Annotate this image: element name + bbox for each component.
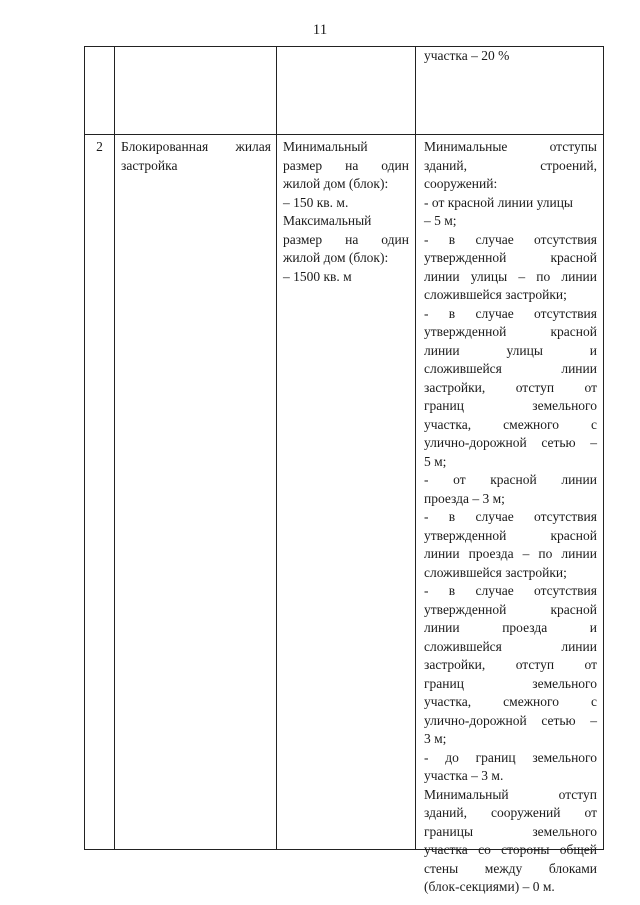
text-line: сооружений: — [424, 176, 498, 191]
row-type-cell — [121, 138, 271, 175]
text-line: утвержденной красной — [424, 601, 597, 617]
text-line: Максимальный — [283, 213, 372, 228]
text-line: Минимальный — [283, 139, 368, 154]
text-line: проезда – 3 м; — [424, 490, 505, 506]
text-line: линии улицы и — [424, 342, 597, 358]
row-size-cell — [283, 138, 409, 286]
page-number: 11 — [312, 22, 328, 38]
text-line: Минимальные отступы — [424, 139, 597, 154]
text-line: застройки, отступ от — [424, 379, 597, 395]
row-divider — [84, 134, 603, 135]
text-line: утвержденной красной — [424, 324, 597, 339]
text-line: - в случае отсутствия — [424, 509, 597, 524]
text-line: жилой дом (блок): — [283, 250, 389, 265]
text-line: – 1500 кв. м — [283, 268, 352, 284]
text-line: линии проезда – по линии — [424, 546, 597, 561]
text-line: сложившейся застройки; — [424, 287, 567, 302]
text-line: (блок-секциями) – 0 м. — [424, 879, 555, 894]
row-offsets-cell — [424, 138, 597, 897]
row-number-text: 2 — [96, 139, 103, 154]
text-line: жилой дом (блок): — [283, 176, 389, 191]
text-line: участка, смежного с — [424, 694, 597, 709]
column-divider-1 — [114, 46, 115, 850]
table-left-border — [84, 46, 85, 850]
text-line: стены между блоками — [424, 860, 597, 876]
text-line: линии улицы – по линии — [424, 268, 597, 284]
text-line: - от красной линии улицы — [424, 194, 574, 210]
text-line: участка – 3 м. — [424, 768, 504, 783]
text-line: линии проезда и — [424, 620, 597, 635]
text-line: – 5 м; — [424, 213, 457, 228]
text-line: размер на один — [283, 231, 409, 247]
text-line: улично-дорожной сетью – — [424, 712, 597, 728]
text-line: границ земельного — [424, 675, 597, 691]
text-line: сложившейся линии — [424, 361, 597, 376]
text-line: - в случае отсутствия — [424, 305, 597, 321]
text-line: границы земельного — [424, 823, 597, 839]
text-line: границ земельного — [424, 398, 597, 413]
text-line: сложившейся линии — [424, 638, 597, 654]
table-right-border — [603, 46, 604, 850]
text-line: участка – 20 % — [424, 48, 510, 63]
row-number — [85, 138, 114, 157]
text-line: Блокированная жилая — [121, 139, 271, 154]
text-line: 3 м; — [424, 731, 447, 746]
text-line: улично-дорожной сетью – — [424, 435, 597, 450]
text-line: 5 м; — [424, 453, 447, 469]
column-divider-3 — [415, 46, 416, 850]
continued-row-col4 — [424, 47, 597, 66]
text-line: утвержденной красной — [424, 250, 597, 265]
text-line: размер на один — [283, 157, 409, 173]
text-line: зданий, сооружений от — [424, 805, 597, 820]
text-line: Минимальный отступ — [424, 786, 597, 802]
text-line: участка со стороны общей — [424, 842, 597, 857]
text-line: участка, смежного с — [424, 416, 597, 432]
text-line: зданий, строений, — [424, 157, 597, 173]
text-line: - от красной линии — [424, 472, 597, 487]
text-line: застройки, отступ от — [424, 657, 597, 672]
column-divider-2 — [276, 46, 277, 850]
text-line: - до границ земельного — [424, 749, 597, 765]
text-line: - в случае отсутствия — [424, 231, 597, 247]
text-line: утвержденной красной — [424, 527, 597, 543]
text-line: застройка — [121, 157, 178, 173]
text-line: – 150 кв. м. — [283, 194, 349, 210]
text-line: сложившейся застройки; — [424, 564, 567, 580]
text-line: - в случае отсутствия — [424, 583, 597, 598]
